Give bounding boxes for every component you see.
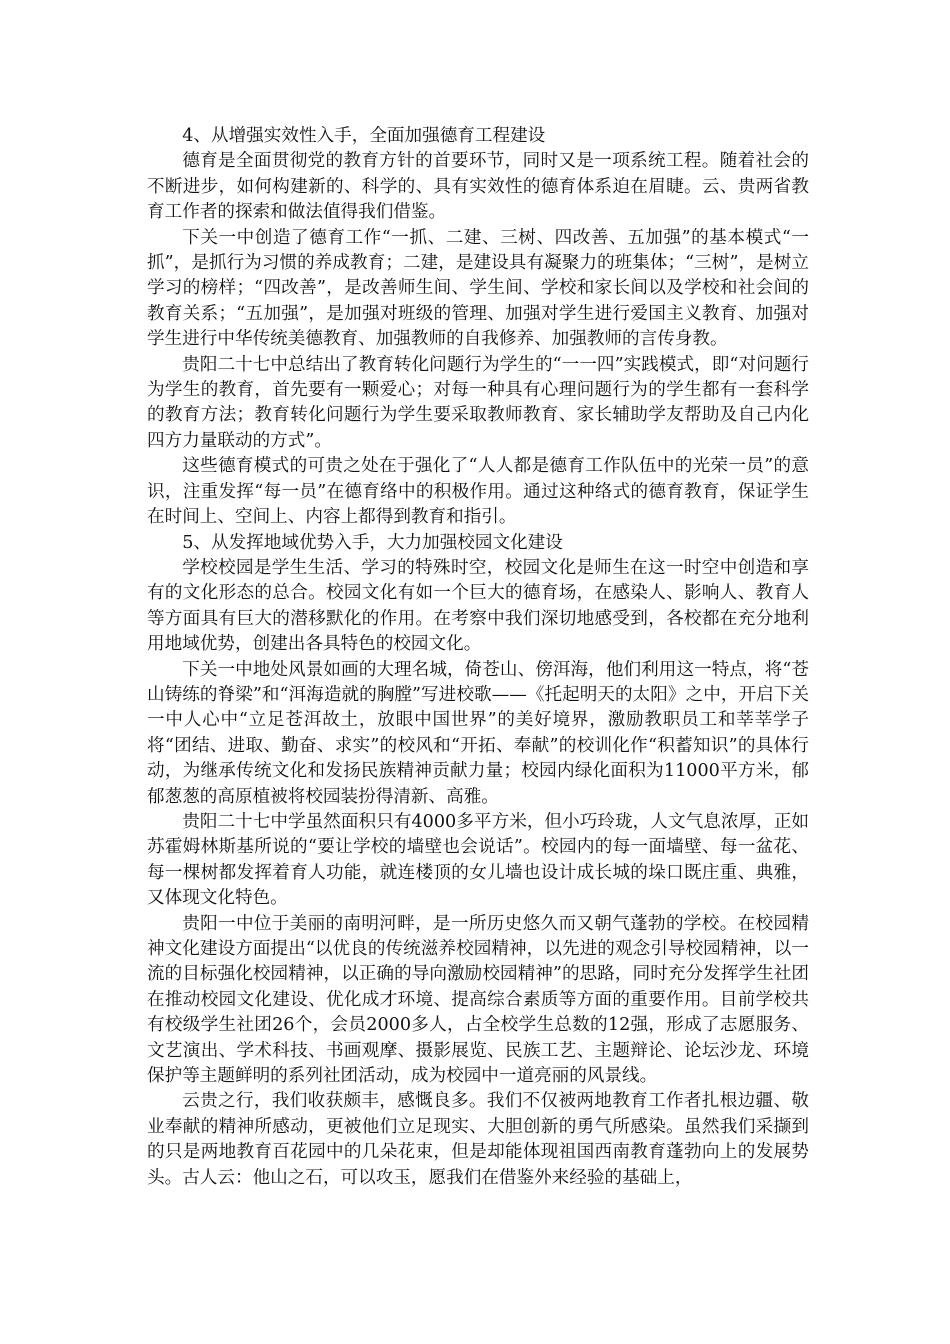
paragraph-model-value: 这些德育模式的可贵之处在于强化了“人人都是德育工作队伍中的光荣一员”的意识，注重发挥“每一员”在德育络中的积极作用。通过这种络式的德育教育，保证学生在时间上、空间上、内容上都得到教育和指引。 <box>147 456 809 528</box>
paragraph-moral-education-intro: 德育是全面贯彻党的教育方针的首要环节，同时又是一项系统工程。随着社会的不断进步，如何构建新的、科学的、具有实效性的德育体系迫在眉睫。云、贵两省教育工作者的探索和做法值得我们借鉴。 <box>147 151 809 223</box>
paragraph-xiaguan-model: 下关一中创造了德育工作“一抓、二建、三树、四改善、五加强”的基本模式“一抓”，是抓行为习惯的养成教育；二建，是建设具有凝聚力的班集体；“三树”，是树立学习的榜样；“四改善”，是改善师生间、学生间、学校和家长间以及学校和社会间的教育关系；“五加强”，是加强对班级的管理、加强对学生进行爱国主义教育、加强对学生进行中华传统美德教育、加强教师的自我修养、加强教师的言传身教。 <box>147 227 809 350</box>
paragraph-campus-culture: 学校校园是学生生活、学习的特殊时空，校园文化是师生在这一时空中创造和享有的文化形态的总合。校园文化有如一个巨大的德育场，在感染人、影响人、教育人等方面具有巨大的潜移默化的作用。在考察中我们深切地感受到，各校都在充分地利用地域优势，创建出各具特色的校园文化。 <box>147 557 809 655</box>
paragraph-conclusion: 云贵之行，我们收获颇丰，感慨良多。我们不仅被两地教育工作者扎根边疆、敬业奉献的精神所感动，更被他们立足现实、大胆创新的勇气所感染。虽然我们采撷到的只是两地教育百花园中的几朵花束，但是却能体现祖国西南教育蓬勃向上的发展势头。古人云：他山之石，可以攻玉，愿我们在借鉴外来经验的基础上， <box>147 1091 809 1188</box>
document-page <box>147 124 809 1191</box>
section-heading-4: 4、从增强实效性入手，全面加强德育工程建设 <box>182 126 546 146</box>
paragraph-guiyang-1-campus: 贵阳一中位于美丽的南明河畔，是一所历史悠久而又朝气蓬勃的学校。在校园精神文化建设方面提出“以优良的传统滋养校园精神，以先进的观念引导校园精神，以一流的目标强化校园精神，以正确的导向激励校园精神”的思路，同时充分发挥学生社团在推动校园文化建设、优化成才环境、提高综合素质等方面的重要作用。目前学校共有校级学生社团26个，会员2000多人，占全校学生总数的12强，形成了志愿服务、文艺演出、学术科技、书画观摩、摄影展览、民族工艺、主题辩论、论坛沙龙、环境保护等主题鲜明的系列社团活动，成为校园中一道亮丽的风景线。 <box>147 913 809 1087</box>
paragraph-xiaguan-campus: 下关一中地处风景如画的大理名城，倚苍山、傍洱海，他们利用这一特点，将“苍山铸练的脊梁”和“洱海造就的胸膛”写进校歌——《托起明天的太阳》之中，开启下关一中人心中“立足苍洱故土，放眼中国世界”的美好境界，激励教职员工和莘莘学子将“团结、进取、勤奋、求实”的校风和“开拓、奉献”的校训化作“积蓄知识”的具体行动，为继承传统文化和发扬民族精神贡献力量；校园内绿化面积为11000平方米，郁郁葱葱的高原植被将校园装扮得清新、高雅。 <box>147 659 809 807</box>
section-heading-5: 5、从发挥地域优势入手，大力加强校园文化建设 <box>182 532 563 553</box>
paragraph-guiyang-27-campus: 贵阳二十七中学虽然面积只有4000多平方米，但小巧玲珑，人文气息浓厚，正如苏霍姆林斯基所说的“要让学校的墙壁也会说话”。校园内的每一面墙壁、每一盆花、每一棵树都发挥着育人功能，就连楼顶的女儿墙也设计成长城的垛口既庄重、典雅，又体现文化特色。 <box>147 811 809 909</box>
paragraph-guiyang-27-model: 贵阳二十七中总结出了教育转化问题行为学生的“一一四”实践模式，即“对问题行为学生的教育，首先要有一颗爱心；对每一种具有心理问题行为的学生都有一套科学的教育方法；教育转化问题行为学生要采取教师教育、家长辅助学友帮助及自己内化四方力量联动的方式”。 <box>147 354 809 451</box>
